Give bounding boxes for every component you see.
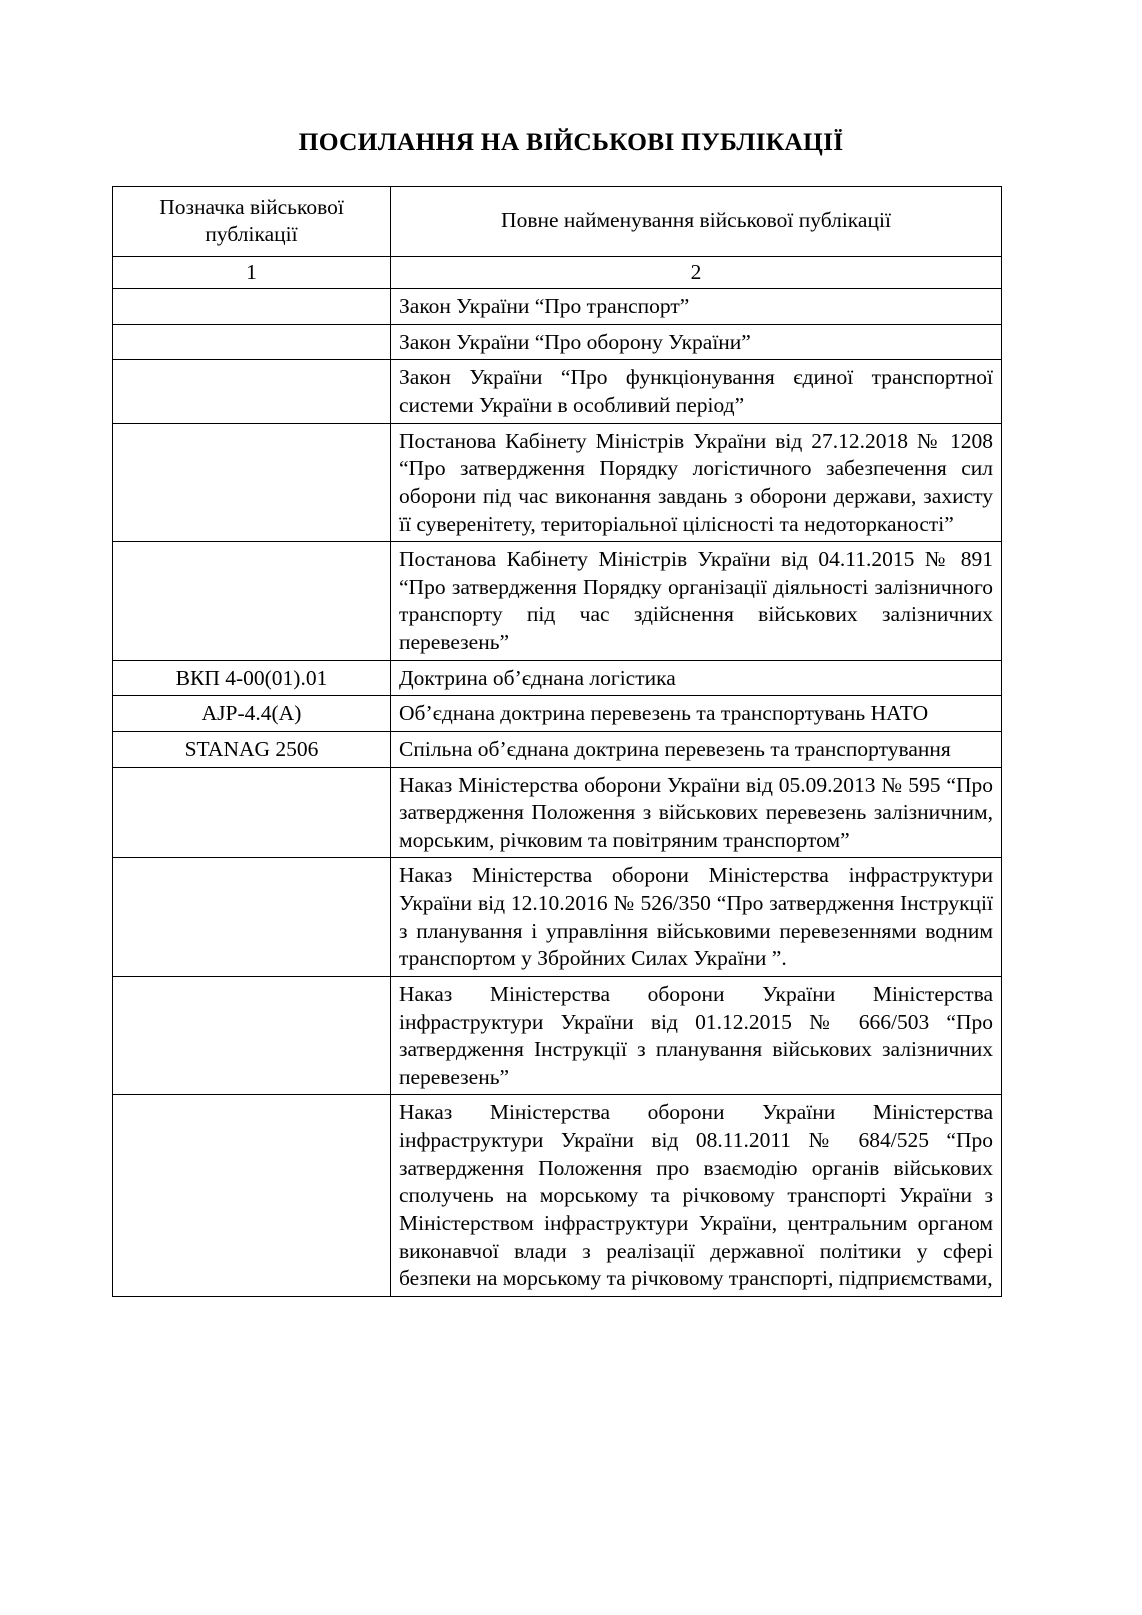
table-row: [113, 423, 1002, 542]
page-title: ПОСИЛАННЯ НА ВІЙСЬКОВІ ПУБЛІКАЦІЇ: [298, 127, 844, 156]
table-row: [113, 858, 1002, 977]
publication-title: Доктрина об’єднана логістика: [391, 660, 1002, 696]
page-bottom-clip: [0, 1435, 1142, 1615]
publication-title: Закон України “Про транспорт”: [391, 289, 1002, 325]
publication-designation: [113, 976, 391, 1095]
table-row: [113, 289, 1002, 325]
table-row: [113, 1095, 1002, 1296]
table-body: [113, 187, 1002, 1297]
publication-designation: [113, 360, 391, 423]
publication-title: Наказ Міністерства оборони України Міністерства інфраструктури України від 08.11.2011 № 684/525 “Про затвердження Положення про взаємодію органів військових сполучень на морському та річковому транспорті України з Міністерством інфраструктури України, центральним органом виконавчої влади з реалізації державної політики у сфері безпеки на морському та річковому транспорті, підприємствами,: [391, 1095, 1002, 1296]
publication-designation: [113, 542, 391, 661]
publication-title: Об’єднана доктрина перевезень та транспортувань НАТО: [391, 696, 1002, 732]
table-row: [113, 976, 1002, 1095]
table-column-number-row: [113, 256, 1002, 289]
table-row: [113, 731, 1002, 767]
table-row: [113, 360, 1002, 423]
publication-title: Закон України “Про функціонування єдиної транспортної системи України в особливий період”: [391, 360, 1002, 423]
publication-title: Постанова Кабінету Міністрів України від 27.12.2018 № 1208 “Про затвердження Порядку логістичного забезпечення сил оборони під час виконання завдань з оборони держави, захисту її суверенітету, територіальної цілісності та недоторканості”: [391, 423, 1002, 542]
publication-title: Наказ Міністерства оборони України Міністерства інфраструктури України від 01.12.2015 № 666/503 “Про затвердження Інструкції з планування військових залізничних перевезень”: [391, 976, 1002, 1095]
publication-title: Постанова Кабінету Міністрів України від 04.11.2015 № 891 “Про затвердження Порядку організації діяльності залізничного транспорту під час здійснення військових залізничних перевезень”: [391, 542, 1002, 661]
military-publications-table: [112, 186, 1002, 1297]
publication-designation: [113, 1095, 391, 1296]
column-header-designation: Позначка військової публікації: [113, 187, 391, 257]
column-number-2: 2: [391, 256, 1002, 289]
publication-title: Наказ Міністерства оборони Міністерства інфраструктури України від 12.10.2016 № 526/350 “Про затвердження Інструкції з планування і управління військовими перевезеннями водним транспортом у Збройних Силах України ”.: [391, 858, 1002, 977]
table-row: [113, 767, 1002, 858]
publication-title: Спільна об’єднана доктрина перевезень та транспортування: [391, 731, 1002, 767]
column-header-full-name: Повне найменування військової публікації: [391, 187, 1002, 257]
column-number-1: 1: [113, 256, 391, 289]
publication-title: Закон України “Про оборону України”: [391, 324, 1002, 360]
table-header-row: [113, 187, 1002, 257]
publication-designation: STANAG 2506: [113, 731, 391, 767]
table-row: [113, 542, 1002, 661]
publication-designation: ВКП 4-00(01).01: [113, 660, 391, 696]
publication-designation: [113, 767, 391, 858]
table-row: [113, 324, 1002, 360]
publication-designation: [113, 423, 391, 542]
publication-designation: [113, 858, 391, 977]
table-row: [113, 696, 1002, 732]
publication-designation: [113, 289, 391, 325]
table-row: [113, 660, 1002, 696]
publication-designation: [113, 324, 391, 360]
publication-title: Наказ Міністерства оборони України від 05.09.2013 № 595 “Про затвердження Положення з військових перевезень залізничним, морським, річковим та повітряним транспортом”: [391, 767, 1002, 858]
publication-designation: AJP-4.4(A): [113, 696, 391, 732]
